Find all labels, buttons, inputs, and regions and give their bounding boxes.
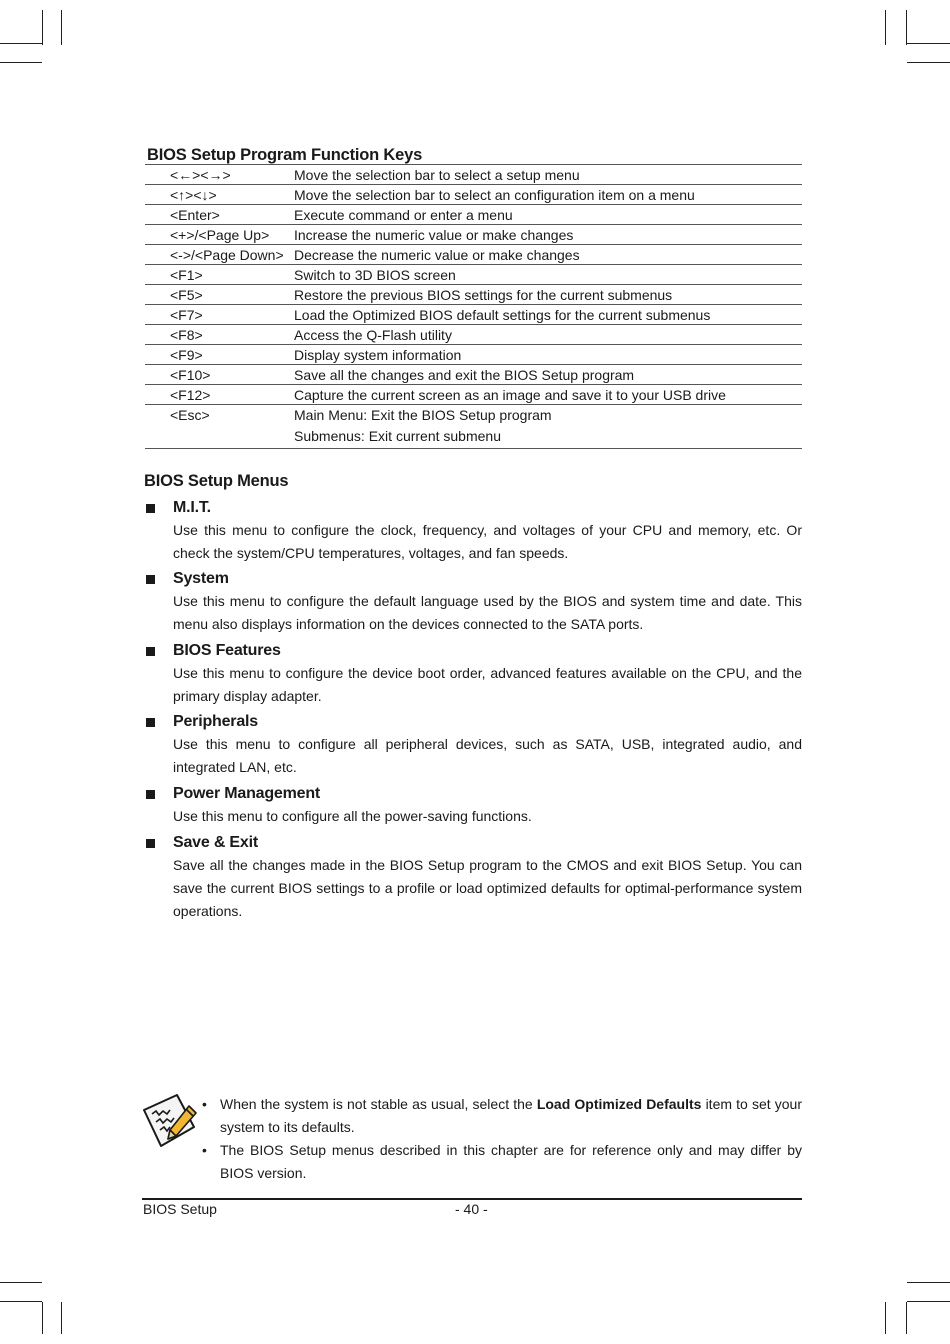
key-description: Switch to 3D BIOS screen xyxy=(294,266,456,283)
square-bullet-icon xyxy=(146,504,155,513)
key-description: Capture the current screen as an image and save it to your USB drive xyxy=(294,386,726,403)
key-description: Move the selection bar to select an configuration item on a menu xyxy=(294,186,695,203)
key-label: <F12> xyxy=(170,386,211,403)
setup-menus-title: BIOS Setup Menus xyxy=(144,472,289,490)
note-list xyxy=(200,1093,802,1185)
footer-rule xyxy=(142,1198,802,1200)
key-label: <↑><↓> xyxy=(170,186,217,203)
note-pencil-icon xyxy=(141,1092,199,1150)
menu-description: Use this menu to configure the clock, frequency, and voltages of your CPU and memory, etc. Or check the system/CPU temperatures, voltages, and fan speeds. xyxy=(173,522,802,561)
key-description: Decrease the numeric value or make changes xyxy=(294,246,580,263)
table-row xyxy=(145,265,802,285)
menu-description: Use this menu to configure all the power-saving functions. xyxy=(173,808,532,824)
key-label: <F5> xyxy=(170,286,203,303)
key-description: Move the selection bar to select a setup menu xyxy=(294,166,580,183)
key-label: <F7> xyxy=(170,306,203,323)
key-label: <->/<Page Down> xyxy=(170,246,284,263)
table-row xyxy=(145,185,802,205)
square-bullet-icon xyxy=(146,790,155,799)
menu-section-mit xyxy=(144,497,802,565)
key-label: <+>/<Page Up> xyxy=(170,226,270,243)
menu-name: M.I.T. xyxy=(173,499,211,516)
note-text: item to set your system to its defaults. xyxy=(220,1096,803,1135)
menu-section-bios-features xyxy=(144,640,802,708)
esc-main-menu-text: Main Menu: Exit the BIOS Setup program xyxy=(294,407,552,423)
menu-section-power-management xyxy=(144,783,802,828)
key-label: <F10> xyxy=(170,366,211,383)
menu-description: Use this menu to configure all peripheral devices, such as SATA, USB, integrated audio, and integrated LAN, etc. xyxy=(173,736,802,775)
note-text: The BIOS Setup menus described in this chapter are for reference only and may differ by BIOS version. xyxy=(220,1142,802,1181)
key-description: Restore the previous BIOS settings for the current submenus xyxy=(294,286,673,303)
menu-name: Power Management xyxy=(173,785,321,802)
table-row xyxy=(145,245,802,265)
table-row xyxy=(145,405,802,449)
square-bullet-icon xyxy=(146,575,155,584)
key-label: <Enter> xyxy=(170,206,220,223)
menu-description: Use this menu to configure the device boot order, advanced features available on the CPU, and the primary display adapter. xyxy=(173,665,802,704)
note-item xyxy=(200,1139,802,1185)
key-description: Load the Optimized BIOS default settings for the current submenus xyxy=(294,306,711,323)
key-description: Increase the numeric value or make changes xyxy=(294,226,574,243)
load-optimized-defaults-label: Load Optimized Defaults xyxy=(536,1096,702,1112)
table-row xyxy=(145,305,802,325)
menu-name: Save & Exit xyxy=(173,834,258,851)
square-bullet-icon xyxy=(146,647,155,656)
bullet-dot: • xyxy=(202,1096,207,1112)
esc-submenus-text: Submenus: Exit current submenu xyxy=(294,428,501,444)
menu-name: BIOS Features xyxy=(173,642,281,659)
key-label: <F8> xyxy=(170,326,203,343)
menu-section-peripherals xyxy=(144,711,802,779)
menu-description: Use this menu to configure the default language used by the BIOS and system time and date. This menu also displays information on the devices connected to the SATA ports. xyxy=(173,593,802,632)
page-number: - 40 - xyxy=(455,1201,488,1217)
square-bullet-icon xyxy=(146,839,155,848)
table-row xyxy=(145,365,802,385)
table-row xyxy=(145,225,802,245)
table-row xyxy=(145,385,802,405)
bullet-dot: • xyxy=(202,1142,207,1158)
key-description: Access the Q-Flash utility xyxy=(294,326,452,343)
note-text: When the system is not stable as usual, select the xyxy=(220,1096,537,1112)
table-row xyxy=(145,285,802,305)
function-keys-table xyxy=(145,164,802,449)
note-item xyxy=(200,1093,802,1139)
menu-description: Save all the changes made in the BIOS Setup program to the CMOS and exit BIOS Setup. You can save the current BIOS settings to a profile or load optimized defaults for optimal-performance system operations. xyxy=(173,857,802,919)
table-row xyxy=(145,345,802,365)
key-description: Display system information xyxy=(294,346,462,363)
table-row xyxy=(145,325,802,345)
key-label: <F1> xyxy=(170,266,203,283)
table-row xyxy=(145,165,802,185)
menu-section-save-exit xyxy=(144,832,802,923)
key-description: Save all the changes and exit the BIOS Setup program xyxy=(294,366,635,383)
menu-name: System xyxy=(173,570,229,587)
square-bullet-icon xyxy=(146,718,155,727)
key-label: <Esc> xyxy=(170,407,210,423)
menu-section-system xyxy=(144,568,802,636)
menu-name: Peripherals xyxy=(173,713,258,730)
key-description: Execute command or enter a menu xyxy=(294,206,513,223)
table-row xyxy=(145,205,802,225)
function-keys-title: BIOS Setup Program Function Keys xyxy=(147,146,423,164)
footer-section-label: BIOS Setup xyxy=(143,1201,217,1217)
key-description xyxy=(294,405,802,447)
key-label: <←><→> xyxy=(170,166,231,183)
key-label: <F9> xyxy=(170,346,203,363)
